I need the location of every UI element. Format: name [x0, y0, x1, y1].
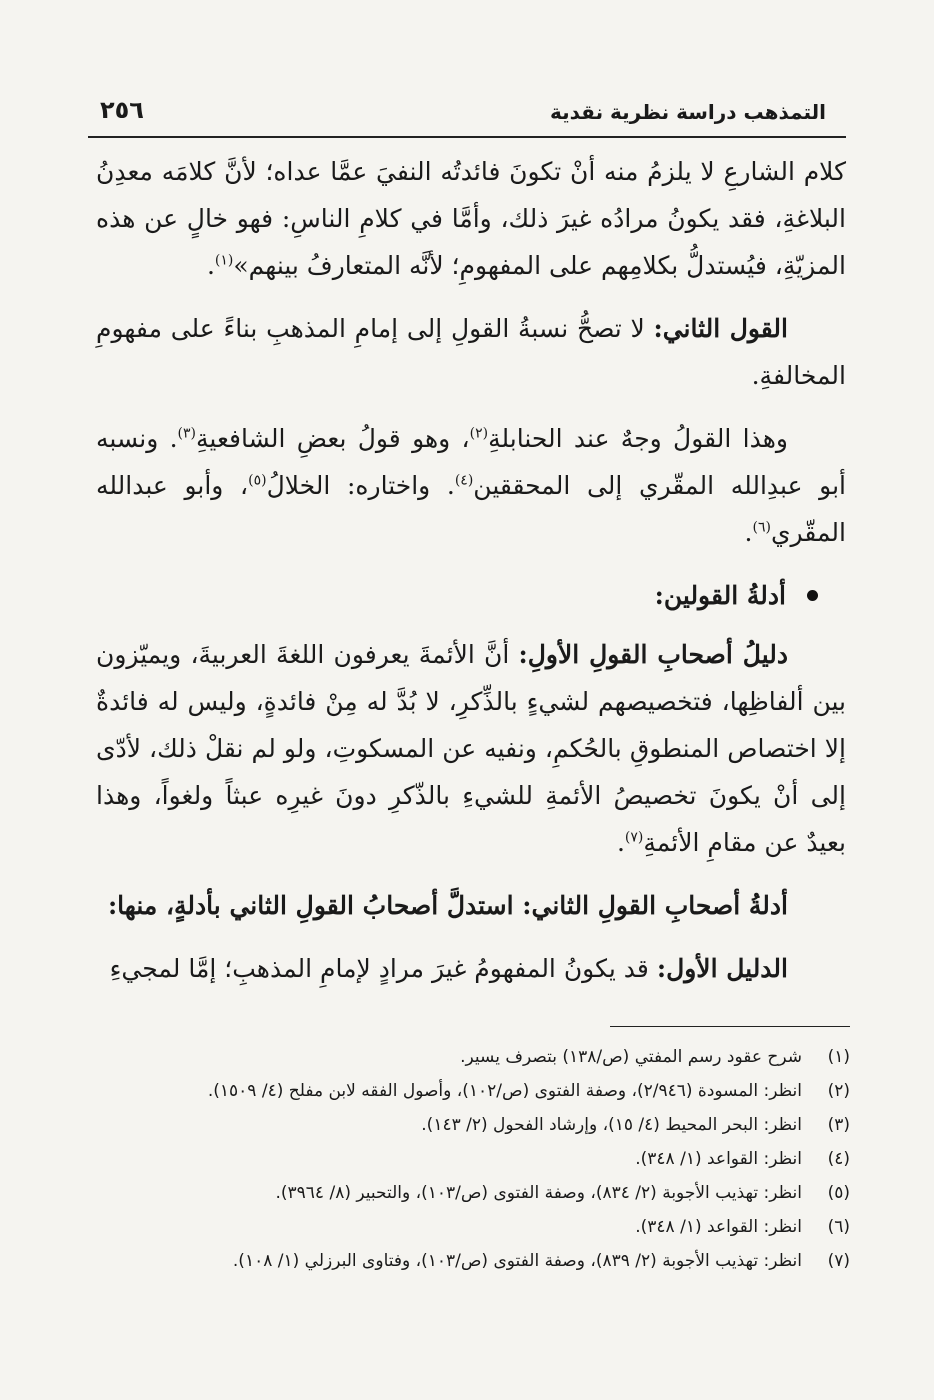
footnote-text: انظر: تهذيب الأجوبة (٢/ ٨٣٩)، وصفة الفتوى (ص/١٠٣)، وفتاوى البرزلي (١/ ١٠٨). — [232, 1251, 802, 1271]
footnote-ref: (٦) — [752, 519, 771, 536]
footnote-number: (٤) — [827, 1149, 850, 1169]
text-segment: . ونسبه أبو عبدِالله المقّري إلى المحققين — [96, 424, 846, 500]
paragraph-attribution — [96, 415, 846, 556]
footnote-ref: (٧) — [624, 829, 644, 846]
page-header — [88, 92, 846, 138]
footnote-text: انظر: تهذيب الأجوبة (٢/ ٨٣٤)، وصفة الفتوى (ص/١٠٣)، والتحبير (٨/ ٣٩٦٤). — [275, 1183, 802, 1203]
punctuation: . — [206, 251, 215, 280]
paragraph-quote — [96, 148, 846, 289]
paragraph-label: دليلُ أصحابِ القولِ الأولِ: — [518, 640, 788, 669]
footnote — [112, 1176, 850, 1210]
text-segment: ، وأبو عبدالله المقّري — [96, 471, 846, 547]
footnote — [112, 1210, 850, 1244]
footnote — [112, 1108, 850, 1142]
footnote-number: (٧) — [827, 1251, 850, 1271]
footnote-text: انظر: القواعد (١/ ٣٤٨). — [635, 1217, 802, 1237]
paragraph-text: لا تصحُّ نسبةُ القولِ إلى إمامِ المذهبِ بناءً على مفهومِ المخالفةِ. — [96, 314, 846, 390]
paragraph-second-opinion — [96, 305, 846, 399]
footnote-text: انظر: القواعد (١/ ٣٤٨). — [635, 1149, 802, 1169]
footnote-text: شرح عقود رسم المفتي (ص/١٣٨) بتصرف يسير. — [460, 1047, 802, 1067]
punctuation: . — [744, 518, 753, 547]
paragraph-label: أدلةُ أصحابِ القولِ الثاني: — [522, 891, 788, 920]
footnote — [112, 1142, 850, 1176]
footnote-text: انظر: المسودة (٢/٩٤٦)، وصفة الفتوى (ص/١٠٢)، وأصول الفقه لابن مفلح (٤/ ١٥٠٩). — [207, 1081, 802, 1101]
text-segment: . واختاره: الخلالُ — [266, 471, 455, 500]
paragraph-first-evidence — [96, 631, 846, 866]
punctuation: . — [616, 828, 625, 857]
paragraph-text: استدلَّ أصحابُ القولِ الثاني بأدلةٍ، منها: — [107, 891, 523, 920]
footnote-ref: (٤) — [454, 472, 474, 489]
running-title: التمذهب دراسة نظرية نقدية — [549, 100, 826, 124]
footnote-ref: (٢) — [469, 425, 489, 442]
footnote-number: (٦) — [827, 1217, 850, 1237]
bullet-icon — [807, 590, 818, 601]
footnote — [112, 1040, 850, 1074]
footnote-ref: (٥) — [248, 472, 267, 489]
main-text — [96, 148, 846, 1008]
page-number: ٢٥٦ — [100, 96, 144, 124]
text-segment: وهذا القولُ وجهٌ عند الحنابلةِ — [488, 424, 788, 453]
footnote-number: (١) — [827, 1047, 850, 1067]
text-segment: ، وهو قولُ بعضِ الشافعيةِ — [196, 424, 470, 453]
footnote-ref: (١) — [214, 252, 234, 269]
footnote-number: (٣) — [827, 1115, 850, 1135]
footnote-text: انظر: البحر المحيط (٤/ ١٥)، وإرشاد الفحول (٢/ ١٤٣). — [421, 1115, 802, 1135]
paragraph-second-evidence — [96, 882, 846, 929]
footnote — [112, 1074, 850, 1108]
section-heading — [96, 572, 846, 619]
footnote-ref: (٣) — [177, 425, 197, 442]
footnote-divider — [610, 1026, 850, 1027]
footnote — [112, 1244, 850, 1278]
paragraph-first-proof — [96, 945, 846, 992]
footnote-number: (٥) — [827, 1183, 850, 1203]
footnotes — [112, 1040, 850, 1278]
heading-text: أدلةُ القولين: — [654, 581, 786, 610]
footnote-number: (٢) — [827, 1081, 850, 1101]
paragraph-label: الدليل الأول: — [656, 954, 788, 983]
paragraph-text: قد يكونُ المفهومُ غيرَ مرادٍ لإمامِ المذهبِ؛ إمَّا لمجيءِ — [109, 954, 657, 983]
paragraph-text: كلام الشارعِ لا يلزمُ منه أنْ تكونَ فائدتُه النفيَ عمَّا عداه؛ لأنَّ كلامَه معدِنُ البلاغةِ، فقد يكونُ مرادُه غيرَ ذلك، وأمَّا في كلامِ الناسِ: فهو خالٍ عن هذه المزيّةِ، فيُستدلُّ بكلامِهم على المفهومِ؛ لأنَّه المتعارفُ بينهم» — [96, 157, 846, 280]
paragraph-label: القول الثاني: — [653, 314, 788, 343]
paragraph-text: أنَّ الأئمةَ يعرفون اللغةَ العربيةَ، ويميّزون بين ألفاظِها، فتخصيصهم لشيءٍ بالذِّكرِ، لا بُدَّ له مِنْ فائدةٍ، وليس له فائدةٌ إلا اختصاص المنطوقِ بالحُكمِ، ونفيه عن المسكوتِ، ولو لم نقلْ ذلك، لأدّى إلى أنْ يكونَ تخصيصُ الأئمةِ للشيءِ بالذّكرِ دونَ غيرِه عبثاً ولغواً، وهذا بعيدٌ عن مقامِ الأئمةِ — [96, 640, 846, 857]
